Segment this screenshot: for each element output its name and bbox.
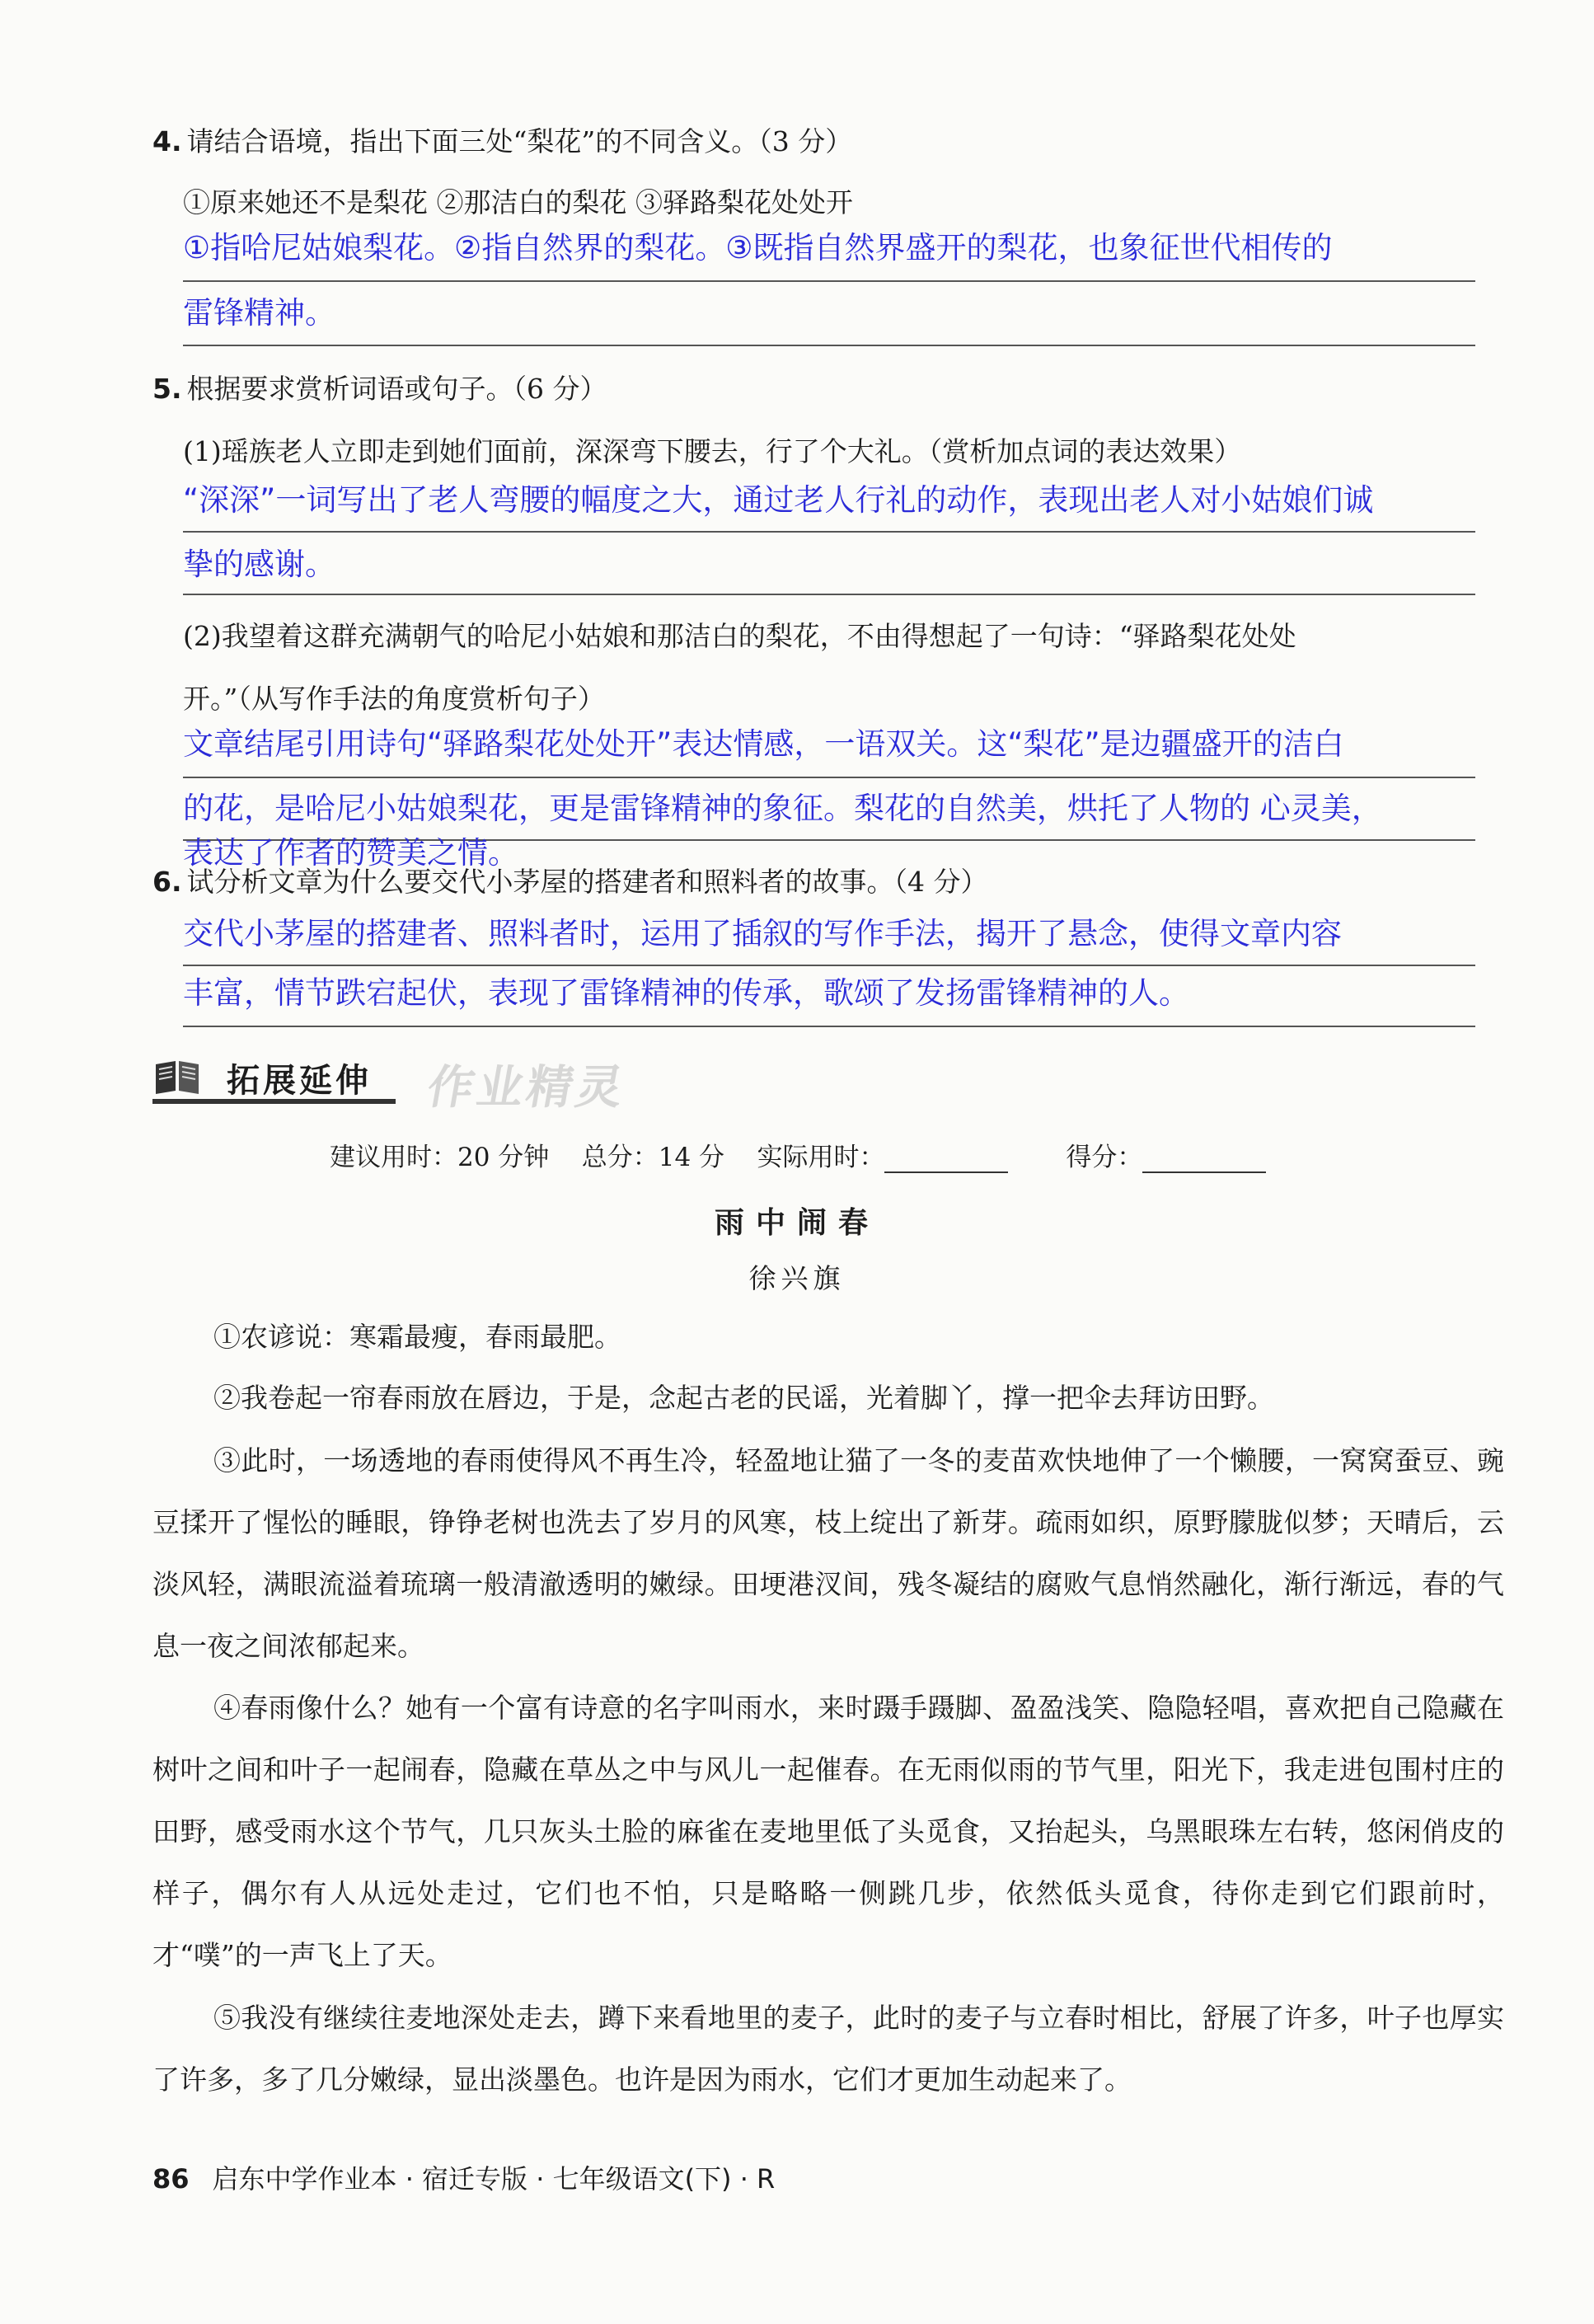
question-5-sub-1-answer-line-1: “深深”一词写出了老人弯腰的幅度之大，通过老人行礼的动作，表现出老人对小姑娘们诚 bbox=[183, 482, 1374, 518]
score-blank[interactable] bbox=[1142, 1147, 1266, 1173]
question-5-sub-2-line-2: 开。”（从写作手法的角度赏析句子） bbox=[183, 683, 605, 715]
question-6-number: 6. bbox=[152, 866, 182, 898]
question-4-answer-line-1: ①指哈尼姑娘梨花。②指自然界的梨花。③既指自然界盛开的梨花，也象征世代相传的 bbox=[183, 230, 1333, 265]
article-author: 徐兴旗 bbox=[748, 1262, 846, 1294]
question-6-answer-line-1: 交代小茅屋的搭建者、照料者时，运用了插叙的写作手法，揭开了悬念，使得文章内容 bbox=[183, 916, 1342, 951]
book-icon bbox=[152, 1058, 202, 1096]
question-5-prompt: 根据要求赏析词语或句子。（6 分） bbox=[186, 373, 607, 405]
answer-rule bbox=[183, 965, 1475, 966]
question-5 bbox=[152, 373, 607, 406]
article-paragraph-1: ①农谚说：寒霜最瘦，春雨最肥。 bbox=[213, 1321, 621, 1353]
section-underline bbox=[152, 1099, 396, 1104]
question-6-prompt: 试分析文章为什么要交代小茅屋的搭建者和照料者的故事。（4 分） bbox=[186, 866, 988, 898]
question-5-sub-2-answer-line-2: 的花，是哈尼小姑娘梨花，更是雷锋精神的象征。梨花的自然美，烘托了人物的 心灵美， bbox=[183, 791, 1382, 826]
watermark-text: 作业精灵 bbox=[423, 1061, 631, 1115]
question-4-prompt: 请结合语境，指出下面三处“梨花”的不同含义。（3 分） bbox=[186, 125, 853, 157]
suggested-time: 建议用时：20 分钟 bbox=[330, 1143, 550, 1172]
question-4-items: ①原来她还不是梨花 ②那洁白的梨花 ③驿路梨花处处开 bbox=[183, 186, 853, 218]
question-4 bbox=[152, 125, 852, 158]
book-title: 启东中学作业本 · 宿迁专版 · 七年级语文(下) · R bbox=[212, 2163, 776, 2195]
answer-rule bbox=[183, 345, 1475, 346]
question-5-sub-1-answer-line-2: 挚的感谢。 bbox=[183, 547, 335, 582]
answer-rule bbox=[183, 531, 1475, 533]
question-5-sub-2-answer-line-3: 表达了作者的赞美之情。 bbox=[183, 835, 518, 871]
answer-rule bbox=[183, 1026, 1475, 1027]
article-paragraph-3: ③此时，一场透地的春雨使得风不再生冷，轻盈地让猫了一冬的麦苗欢快地伸了一个懒腰，一窝窝蚕豆、豌豆揉开了惺忪的睡眼，铮铮老树也洗去了岁月的风寒，枝上绽出了新芽。疏雨如织，原野朦胧似梦；天晴后，云淡风轻，满眼流溢着琉璃一般清澈透明的嫩绿。田埂港汊间，残冬凝结的腐败气息悄然融化，渐行渐远，春的气息一夜之间浓郁起来。 bbox=[152, 1444, 1504, 1662]
question-5-sub-2-line-1: (2)我望着这群充满朝气的哈尼小姑娘和那洁白的梨花，不由得想起了一句诗：“驿路梨花处处 bbox=[183, 620, 1296, 652]
page-number: 86 bbox=[152, 2163, 190, 2195]
section-header bbox=[152, 1051, 424, 1101]
answer-rule bbox=[183, 594, 1475, 595]
question-4-number: 4. bbox=[152, 125, 182, 157]
question-5-sub-2-answer-line-1: 文章结尾引用诗句“驿路梨花处处开”表达情感，一语双关。这“梨花”是边疆盛开的洁白 bbox=[183, 726, 1344, 762]
total-score: 总分：14 分 bbox=[581, 1143, 725, 1172]
question-4-answer-line-2: 雷锋精神。 bbox=[183, 295, 335, 331]
article-paragraph-4: ④春雨像什么？她有一个富有诗意的名字叫雨水，来时蹑手蹑脚、盈盈浅笑、隐隐轻唱，喜欢把自己隐藏在树叶之间和叶子一起闹春，隐藏在草丛之中与风儿一起催春。在无雨似雨的节气里，阳光下，我走进包围村庄的田野，感受雨水这个节气，几只灰头土脸的麻雀在麦地里低了头觅食，又抬起头，乌黑眼珠左右转，悠闲俏皮的样子，偶尔有人从远处走过，它们也不怕，只是略略一侧跳几步，依然低头觅食，待你走到它们跟前时，才“噗”的一声飞上了天。 bbox=[152, 1692, 1504, 1971]
article-paragraph-5: ⑤我没有继续往麦地深处走去，蹲下来看地里的麦子，此时的麦子与立春时相比，舒展了许多，叶子也厚实了许多，多了几分嫩绿，显出淡墨色。也许是因为雨水，它们才更加生动起来了。 bbox=[152, 2002, 1504, 2096]
question-6-answer-line-2: 丰富，情节跌宕起伏，表现了雷锋精神的传承，歌颂了发扬雷锋精神的人。 bbox=[183, 975, 1189, 1011]
question-5-sub-1: (1)瑶族老人立即走到她们面前，深深弯下腰去，行了个大礼。（赏析加点词的表达效果） bbox=[183, 435, 1242, 467]
answer-rule bbox=[183, 777, 1475, 778]
answer-rule bbox=[183, 280, 1475, 282]
timing-line bbox=[330, 1136, 1315, 1173]
question-5-number: 5. bbox=[152, 373, 182, 405]
article-title: 雨中闹春 bbox=[714, 1206, 879, 1240]
page-footer bbox=[152, 2158, 775, 2196]
question-6 bbox=[152, 866, 988, 899]
score-label: 得分： bbox=[1066, 1143, 1143, 1172]
article-paragraph-2: ②我卷起一帘春雨放在唇边，于是，念起古老的民谣，光着脚丫，撑一把伞去拜访田野。 bbox=[213, 1382, 1274, 1414]
actual-time-blank[interactable] bbox=[884, 1147, 1008, 1173]
actual-time-label: 实际用时： bbox=[757, 1143, 885, 1172]
section-title: 拓展延伸 bbox=[227, 1062, 372, 1100]
